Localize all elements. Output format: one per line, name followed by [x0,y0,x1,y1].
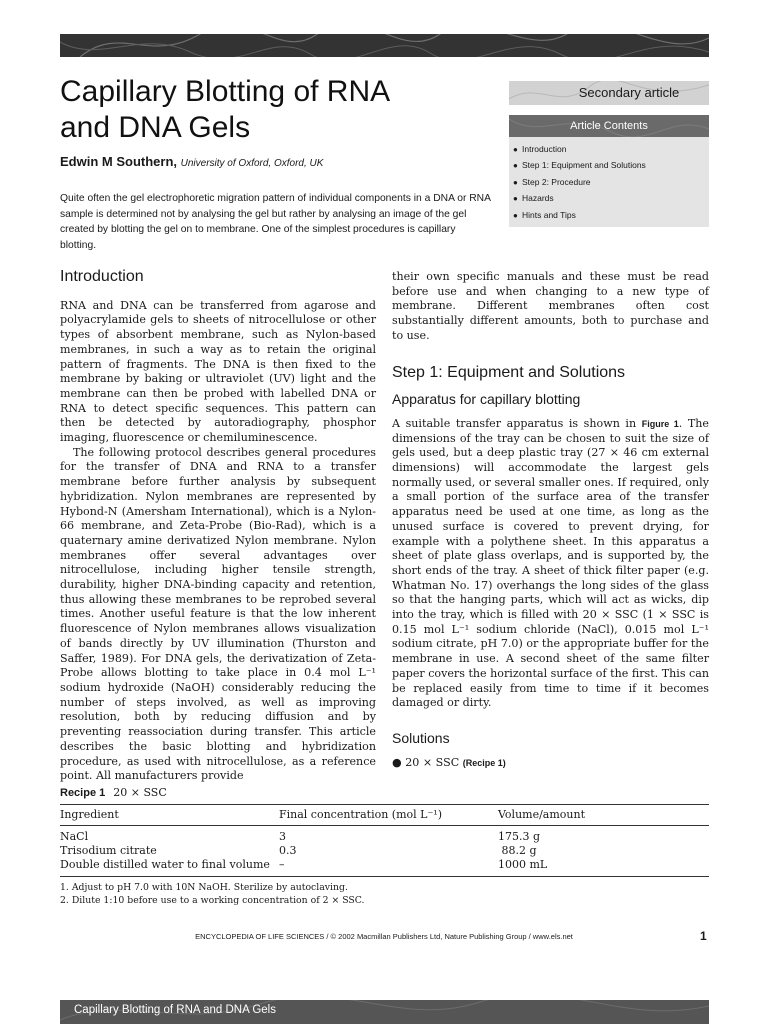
recipe-note: 2. Dilute 1:10 before use to a working concentration of 2 × SSC. [60,894,365,906]
author-name: Edwin M Southern, [60,154,177,169]
article-title [60,74,490,146]
apparatus-text-rest: . The dimensions of the tray can be chosen to suit the size of gels used, but a deep plastic tray (27 × 46 cm external dimensions) will accommodate the largest gels normally used, or several smaller ones. If required, only a small portion of the surface area of the transfer apparatus need be used at one time, as long as the unused surface is covered to prevent drying, for example with a polythene sheet. In this apparatus a sheet of plate glass overlaps, and is supported by, the short ends of the tray. A sheet of thick filter paper (e.g. Whatman No. 17) overhangs the long sides of the glass so that the hanging parts, which will act as wicks, dip into the tray, which is filled with 20 × SSC (1 × SSC is 0.15 mol L⁻¹ sodium chloride (NaCl), 0.015 mol L⁻¹ sodium citrate, pH 7.0) or the appropriate buffer for the membrane in use. A second sheet of the same filter paper covers the horizontal surface of the first. This can be replaced easily from time to time if it becomes damaged or dirty. [392,416,710,710]
contents-list [509,137,709,227]
bullet-icon: ● [513,145,518,154]
contents-item[interactable] [509,174,709,190]
contents-item-label: Hints and Tips [522,209,576,220]
bullet-icon: ● [513,194,518,204]
table-cell: 1000 mL [498,858,709,877]
contents-item[interactable] [509,141,709,157]
recipe-table [60,804,709,877]
contents-item-label: Introduction [522,144,567,154]
introduction-heading: Introduction [60,268,144,285]
article-type-banner [509,81,709,105]
recipe-title [60,786,167,799]
right-column [392,270,709,770]
contents-item-label: Step 1: Equipment and Solutions [522,160,646,171]
contents-item[interactable] [509,157,709,173]
solution-item [392,756,709,771]
bullet-icon: ● [392,755,402,769]
page-footer: ENCYCLOPEDIA OF LIFE SCIENCES / © 2002 Macmillan Publishers Ltd, Nature Publishing Group / www.els.net [195,932,573,941]
abstract: Quite often the gel electrophoretic migration pattern of individual components in a DNA or RNA sample is determined not by analysing the gel but rather by analysing an image of the gel created by blotting the gel on to membrane. One of the simplest procedures is capillary blotting. [60,193,491,251]
recipe-1-link[interactable]: (Recipe 1) [462,757,506,768]
solutions-heading: Solutions [392,729,450,746]
author-line [60,154,323,169]
table-cell: Trisodium citrate [60,844,157,857]
running-title: Capillary Blotting of RNA and DNA Gels [74,1004,276,1016]
apparatus-text-start: A suitable transfer apparatus is shown in [392,416,642,430]
table-cell: 0.3 [279,844,297,857]
step1-heading: Step 1: Equipment and Solutions [392,363,626,381]
table-row [60,858,709,877]
contents-item[interactable] [509,207,709,223]
left-column [60,270,376,784]
table-cell: 175.3 g [498,830,541,843]
apparatus-paragraph [392,417,709,711]
recipe-note: 1. Adjust to pH 7.0 with 10N NaOH. Sterilize by autoclaving. [60,882,348,893]
solution-item-label: 20 × SSC [405,755,460,769]
recipe-name: 20 × SSC [113,786,167,799]
contents-heading [509,115,709,137]
introduction-paragraph-2: The following protocol describes general procedures for the transfer of DNA and RNA to a transfer membrane before further analysis by subsequent hybridization. Nylon membranes are represented by Hybond-N (Amersham International), which is a Nylon-66 membrane, and Zeta-Probe (Bio-Rad), which is a quaternary amine derivatized Nylon membrane. Nylon membranes offer several advantages over nitrocellulose, including higher tensile strength, durability, higher DNA-binding capacity and retention, thus allowing these membranes to be reprobed several times. Another useful feature is that the low inherent fluorescence of Nylon membranes allows visualization of bands directly by UV illumination (Thurston and Saffer, 1989). For DNA gels, the derivatization of Zeta-Probe allows blotting to take place in 0.4 mol L⁻¹ sodium hydroxide (NaOH) considerably reducing the number of steps involved, as well as improving resolution, both by reducing diffusion and by preventing reassociation during transfer. This article describes the basic blotting and hybridization procedure, as used with nitrocellulose, as a reference point. All manufacturers provide [60,445,376,783]
recipe-label: Recipe 1 [60,787,106,799]
page-number: 1 [700,929,707,943]
table-cell: NaCl [60,830,89,843]
top-decorative-band [60,34,709,57]
table-row [60,844,709,858]
table-row [60,826,709,845]
continued-paragraph: their own specific manuals and these must be read before use and when changing to a new type of membrane. Different membranes often cost substantially different amounts, both to purchase and to use. [392,270,709,342]
title-line-1: Capillary Blotting of RNA [60,75,391,108]
author-affiliation: University of Oxford, Oxford, UK [180,158,324,169]
recipe-notes [60,882,365,907]
bullet-icon: ● [513,161,518,171]
table-cell: – [279,858,498,877]
contents-item-label: Step 2: Procedure [522,176,591,187]
swirl-pattern-icon [60,34,709,57]
bullet-icon: ● [513,177,518,187]
table-cell: 3 [279,830,286,843]
figure-1-link[interactable]: Figure 1 [641,418,679,429]
table-cell: Double distilled water to final volume [60,858,279,877]
bottom-running-title-band [60,1000,709,1024]
contents-item-label: Hazards [522,193,554,204]
table-cell: 88.2 g [498,844,537,857]
column-header-ingredient: Ingredient [60,805,279,826]
introduction-paragraph-1: RNA and DNA can be transferred from agarose and polyacrylamide gels to sheets of nitrocellulose or other types of absorbent membrane, such as Nylon-based membranes, in such a way as to retain the original pattern of fragments. The DNA is then fixed to the membrane by baking or ultraviolet (UV) light and the membrane can then be probed with labelled DNA or RNA to detect specific sequences. This pattern can then be detected by autoradiography, phosphor imaging, fluorescence or chemiluminescence. [60,298,376,445]
article-type-label: Secondary article [578,85,680,100]
column-header-volume: Volume/amount [498,805,709,826]
recipe-header-row [60,805,709,826]
apparatus-heading: Apparatus for capillary blotting [392,391,581,408]
contents-item[interactable] [509,190,709,206]
column-header-concentration: Final concentration (mol L⁻¹) [279,805,498,826]
contents-heading-label: Article Contents [570,120,648,132]
sidebar-box [509,81,709,227]
bullet-icon: ● [513,210,518,220]
title-line-2: and DNA Gels [60,111,251,144]
